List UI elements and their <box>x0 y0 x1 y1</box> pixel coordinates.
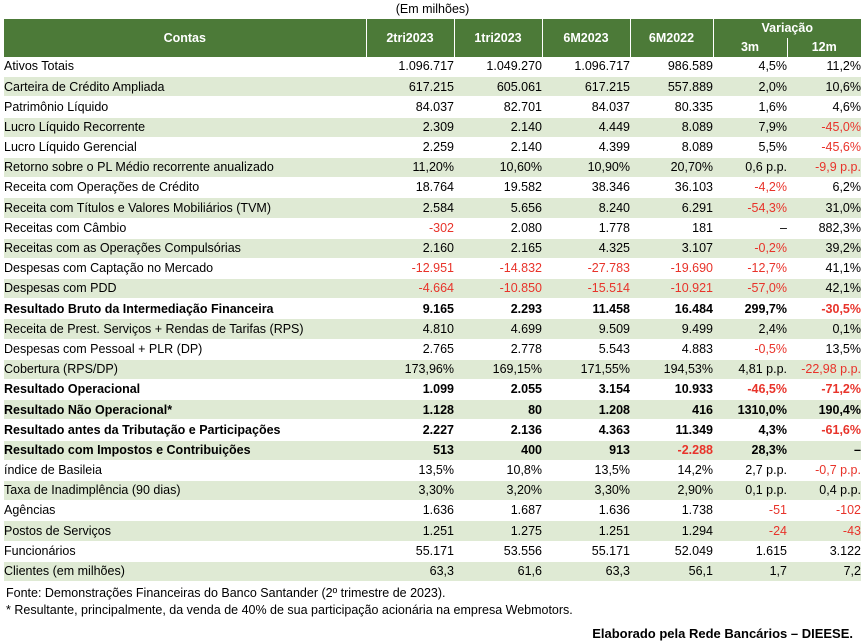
table-row <box>4 319 861 339</box>
cell-2tri2023: 2.259 <box>366 137 454 157</box>
cell-var-12m: 4,6% <box>787 97 861 117</box>
cell-6m2023: 5.543 <box>542 339 630 359</box>
cell-6m2023: 63,3 <box>542 561 630 581</box>
cell-2tri2023: 1.636 <box>366 501 454 521</box>
table-row <box>4 480 861 500</box>
cell-6m2022: 8.089 <box>630 117 713 137</box>
row-label: Resultado Operacional <box>4 380 366 400</box>
cell-var-12m: -30,5% <box>787 299 861 319</box>
cell-6m2023: 9.509 <box>542 319 630 339</box>
cell-var-3m: 1.615 <box>713 541 787 561</box>
footnote-asterisk: * Resultante, principalmente, da venda de 40% de sua participação acionária na empresa Webmotors. <box>6 602 573 617</box>
cell-var-12m: 10,6% <box>787 77 861 97</box>
cell-1tri2023: 2.080 <box>454 218 542 238</box>
cell-6m2022: 181 <box>630 218 713 238</box>
cell-6m2022: 6.291 <box>630 198 713 218</box>
table-row <box>4 157 861 177</box>
cell-6m2023: 10,90% <box>542 157 630 177</box>
cell-2tri2023: 1.096.717 <box>366 57 454 77</box>
cell-6m2022: 557.889 <box>630 77 713 97</box>
cell-1tri2023: 10,60% <box>454 157 542 177</box>
table-row <box>4 299 861 319</box>
cell-6m2023: 1.208 <box>542 400 630 420</box>
table-row <box>4 400 861 420</box>
cell-var-12m: – <box>787 440 861 460</box>
row-label: Lucro Líquido Gerencial <box>4 137 366 157</box>
cell-var-3m: 2,7 p.p. <box>713 460 787 480</box>
cell-6m2023: 3.154 <box>542 380 630 400</box>
cell-2tri2023: 617.215 <box>366 77 454 97</box>
cell-var-12m: 882,3% <box>787 218 861 238</box>
cell-var-3m: – <box>713 218 787 238</box>
cell-6m2022: 986.589 <box>630 57 713 77</box>
cell-1tri2023: 1.275 <box>454 521 542 541</box>
cell-2tri2023: 18.764 <box>366 178 454 198</box>
cell-1tri2023: 19.582 <box>454 178 542 198</box>
cell-6m2022: -19.690 <box>630 258 713 278</box>
row-label: Cobertura (RPS/DP) <box>4 359 366 379</box>
table-row <box>4 117 861 137</box>
cell-var-12m: 13,5% <box>787 339 861 359</box>
table-row <box>4 521 861 541</box>
cell-6m2022: 194,53% <box>630 359 713 379</box>
cell-var-3m: 2,4% <box>713 319 787 339</box>
cell-6m2022: 3.107 <box>630 238 713 258</box>
cell-2tri2023: 1.251 <box>366 521 454 541</box>
col-header-6m2022: 6M2022 <box>630 19 713 57</box>
cell-1tri2023: -14.832 <box>454 258 542 278</box>
cell-var-3m: -46,5% <box>713 380 787 400</box>
cell-6m2023: 4.399 <box>542 137 630 157</box>
cell-var-12m: 6,2% <box>787 178 861 198</box>
cell-var-3m: -54,3% <box>713 198 787 218</box>
cell-6m2022: -10.921 <box>630 279 713 299</box>
table-row <box>4 198 861 218</box>
table-header <box>4 19 861 57</box>
cell-6m2022: 9.499 <box>630 319 713 339</box>
cell-2tri2023: 84.037 <box>366 97 454 117</box>
cell-var-3m: -4,2% <box>713 178 787 198</box>
table-row <box>4 359 861 379</box>
cell-6m2023: 617.215 <box>542 77 630 97</box>
credit-line: Elaborado pela Rede Bancários – DIEESE. <box>592 625 853 641</box>
cell-6m2022: -2.288 <box>630 440 713 460</box>
cell-6m2023: 4.449 <box>542 117 630 137</box>
table-row <box>4 97 861 117</box>
table-row <box>4 460 861 480</box>
row-label: Resultado com Impostos e Contribuições <box>4 440 366 460</box>
col-header-2tri2023: 2tri2023 <box>366 19 454 57</box>
col-header-var-12m: 12m <box>787 38 861 57</box>
footnotes <box>4 585 861 619</box>
cell-1tri2023: 2.136 <box>454 420 542 440</box>
cell-1tri2023: 2.778 <box>454 339 542 359</box>
table-row <box>4 420 861 440</box>
table-row <box>4 440 861 460</box>
cell-2tri2023: 9.165 <box>366 299 454 319</box>
col-header-6m2023: 6M2023 <box>542 19 630 57</box>
cell-var-3m: 1,6% <box>713 97 787 117</box>
cell-var-12m: -9,9 p.p. <box>787 157 861 177</box>
cell-6m2023: 4.325 <box>542 238 630 258</box>
cell-2tri2023: 3,30% <box>366 480 454 500</box>
cell-6m2023: 13,5% <box>542 460 630 480</box>
col-header-var-3m: 3m <box>713 38 787 57</box>
cell-var-3m: 0,1 p.p. <box>713 480 787 500</box>
cell-var-12m: -45,0% <box>787 117 861 137</box>
table-row <box>4 339 861 359</box>
cell-var-12m: -102 <box>787 501 861 521</box>
cell-var-3m: -0,2% <box>713 238 787 258</box>
cell-6m2022: 1.738 <box>630 501 713 521</box>
cell-var-3m: 299,7% <box>713 299 787 319</box>
cell-var-12m: -0,7 p.p. <box>787 460 861 480</box>
row-label: Postos de Serviços <box>4 521 366 541</box>
cell-var-3m: 5,5% <box>713 137 787 157</box>
cell-var-12m: -71,2% <box>787 380 861 400</box>
row-label: Receitas com as Operações Compulsórias <box>4 238 366 258</box>
row-label: Taxa de Inadimplência (90 dias) <box>4 480 366 500</box>
table-row <box>4 238 861 258</box>
cell-6m2023: 84.037 <box>542 97 630 117</box>
cell-6m2022: 16.484 <box>630 299 713 319</box>
table-row <box>4 77 861 97</box>
cell-2tri2023: -302 <box>366 218 454 238</box>
cell-2tri2023: 13,5% <box>366 460 454 480</box>
cell-1tri2023: 2.140 <box>454 117 542 137</box>
table-row <box>4 541 861 561</box>
cell-1tri2023: 1.049.270 <box>454 57 542 77</box>
col-header-contas: Contas <box>4 19 366 57</box>
row-label: Funcionários <box>4 541 366 561</box>
cell-2tri2023: 2.765 <box>366 339 454 359</box>
cell-var-12m: -22,98 p.p. <box>787 359 861 379</box>
cell-6m2023: 1.778 <box>542 218 630 238</box>
cell-6m2022: 10.933 <box>630 380 713 400</box>
row-label: Resultado Bruto da Intermediação Financeira <box>4 299 366 319</box>
table-row <box>4 137 861 157</box>
table-row <box>4 380 861 400</box>
cell-6m2022: 2,90% <box>630 480 713 500</box>
cell-var-3m: 7,9% <box>713 117 787 137</box>
cell-2tri2023: 2.309 <box>366 117 454 137</box>
cell-var-3m: 4,81 p.p. <box>713 359 787 379</box>
cell-var-12m: 190,4% <box>787 400 861 420</box>
row-label: Agências <box>4 501 366 521</box>
cell-var-12m: 39,2% <box>787 238 861 258</box>
cell-6m2023: 913 <box>542 440 630 460</box>
financial-results-table <box>4 19 861 582</box>
cell-var-3m: 0,6 p.p. <box>713 157 787 177</box>
cell-6m2023: 8.240 <box>542 198 630 218</box>
cell-var-3m: -51 <box>713 501 787 521</box>
cell-6m2023: 1.096.717 <box>542 57 630 77</box>
row-label: Lucro Líquido Recorrente <box>4 117 366 137</box>
cell-6m2022: 52.049 <box>630 541 713 561</box>
row-label: Clientes (em milhões) <box>4 561 366 581</box>
cell-6m2022: 11.349 <box>630 420 713 440</box>
unit-note: (Em milhões) <box>395 2 470 16</box>
row-label: Resultado antes da Tributação e Participações <box>4 420 366 440</box>
cell-6m2022: 8.089 <box>630 137 713 157</box>
table-row <box>4 501 861 521</box>
cell-var-3m: 4,5% <box>713 57 787 77</box>
table-row <box>4 258 861 278</box>
cell-2tri2023: 1.128 <box>366 400 454 420</box>
row-label: Patrimônio Líquido <box>4 97 366 117</box>
cell-6m2022: 20,70% <box>630 157 713 177</box>
cell-1tri2023: 4.699 <box>454 319 542 339</box>
cell-2tri2023: 1.099 <box>366 380 454 400</box>
cell-6m2022: 80.335 <box>630 97 713 117</box>
cell-1tri2023: 2.055 <box>454 380 542 400</box>
cell-6m2022: 1.294 <box>630 521 713 541</box>
cell-var-3m: -57,0% <box>713 279 787 299</box>
cell-2tri2023: 2.584 <box>366 198 454 218</box>
cell-6m2022: 14,2% <box>630 460 713 480</box>
row-label: Despesas com Pessoal + PLR (DP) <box>4 339 366 359</box>
cell-6m2022: 56,1 <box>630 561 713 581</box>
row-label: índice de Basileia <box>4 460 366 480</box>
cell-6m2023: 4.363 <box>542 420 630 440</box>
table-row <box>4 178 861 198</box>
cell-1tri2023: 605.061 <box>454 77 542 97</box>
cell-6m2022: 36.103 <box>630 178 713 198</box>
cell-1tri2023: 80 <box>454 400 542 420</box>
cell-1tri2023: 10,8% <box>454 460 542 480</box>
cell-1tri2023: 61,6 <box>454 561 542 581</box>
row-label: Carteira de Crédito Ampliada <box>4 77 366 97</box>
table-row <box>4 218 861 238</box>
row-label: Ativos Totais <box>4 57 366 77</box>
cell-6m2023: 171,55% <box>542 359 630 379</box>
cell-2tri2023: 513 <box>366 440 454 460</box>
table-row <box>4 57 861 77</box>
cell-6m2023: 3,30% <box>542 480 630 500</box>
row-label: Retorno sobre o PL Médio recorrente anualizado <box>4 157 366 177</box>
cell-6m2023: -27.783 <box>542 258 630 278</box>
row-label: Receita com Operações de Crédito <box>4 178 366 198</box>
cell-1tri2023: 2.165 <box>454 238 542 258</box>
cell-2tri2023: 63,3 <box>366 561 454 581</box>
row-label: Receita de Prest. Serviços + Rendas de Tarifas (RPS) <box>4 319 366 339</box>
cell-6m2023: 38.346 <box>542 178 630 198</box>
cell-1tri2023: 3,20% <box>454 480 542 500</box>
cell-2tri2023: 2.160 <box>366 238 454 258</box>
cell-1tri2023: 2.293 <box>454 299 542 319</box>
cell-1tri2023: 1.687 <box>454 501 542 521</box>
cell-var-12m: -61,6% <box>787 420 861 440</box>
cell-1tri2023: 169,15% <box>454 359 542 379</box>
cell-2tri2023: 11,20% <box>366 157 454 177</box>
cell-2tri2023: 2.227 <box>366 420 454 440</box>
cell-1tri2023: 53.556 <box>454 541 542 561</box>
row-label: Receitas com Câmbio <box>4 218 366 238</box>
table-body <box>4 57 861 581</box>
cell-var-12m: 41,1% <box>787 258 861 278</box>
table-row <box>4 561 861 581</box>
cell-1tri2023: 5.656 <box>454 198 542 218</box>
cell-6m2023: 1.636 <box>542 501 630 521</box>
cell-2tri2023: 55.171 <box>366 541 454 561</box>
col-header-1tri2023: 1tri2023 <box>454 19 542 57</box>
cell-2tri2023: 173,96% <box>366 359 454 379</box>
cell-var-3m: 4,3% <box>713 420 787 440</box>
cell-1tri2023: 82.701 <box>454 97 542 117</box>
cell-var-3m: -0,5% <box>713 339 787 359</box>
cell-2tri2023: 4.810 <box>366 319 454 339</box>
cell-6m2023: 1.251 <box>542 521 630 541</box>
footnote-source: Fonte: Demonstrações Financeiras do Banco Santander (2º trimestre de 2023). <box>6 585 446 600</box>
cell-6m2023: -15.514 <box>542 279 630 299</box>
cell-var-3m: 1310,0% <box>713 400 787 420</box>
cell-2tri2023: -12.951 <box>366 258 454 278</box>
cell-1tri2023: 2.140 <box>454 137 542 157</box>
cell-var-12m: 0,4 p.p. <box>787 480 861 500</box>
cell-1tri2023: 400 <box>454 440 542 460</box>
col-header-variacao: Variação <box>713 19 861 38</box>
cell-1tri2023: -10.850 <box>454 279 542 299</box>
cell-var-12m: 31,0% <box>787 198 861 218</box>
cell-var-12m: 7,2 <box>787 561 861 581</box>
cell-var-12m: -43 <box>787 521 861 541</box>
cell-var-3m: 1,7 <box>713 561 787 581</box>
cell-2tri2023: -4.664 <box>366 279 454 299</box>
cell-var-12m: 42,1% <box>787 279 861 299</box>
cell-6m2022: 4.883 <box>630 339 713 359</box>
row-label: Resultado Não Operacional* <box>4 400 366 420</box>
cell-var-12m: 3.122 <box>787 541 861 561</box>
cell-var-12m: 11,2% <box>787 57 861 77</box>
row-label: Receita com Títulos e Valores Mobiliários (TVM) <box>4 198 366 218</box>
table-row <box>4 279 861 299</box>
cell-var-3m: -12,7% <box>713 258 787 278</box>
cell-var-3m: 2,0% <box>713 77 787 97</box>
cell-var-3m: 28,3% <box>713 440 787 460</box>
row-label: Despesas com Captação no Mercado <box>4 258 366 278</box>
cell-var-12m: -45,6% <box>787 137 861 157</box>
cell-6m2022: 416 <box>630 400 713 420</box>
cell-6m2023: 11.458 <box>542 299 630 319</box>
cell-var-3m: -24 <box>713 521 787 541</box>
cell-6m2023: 55.171 <box>542 541 630 561</box>
cell-var-12m: 0,1% <box>787 319 861 339</box>
row-label: Despesas com PDD <box>4 279 366 299</box>
